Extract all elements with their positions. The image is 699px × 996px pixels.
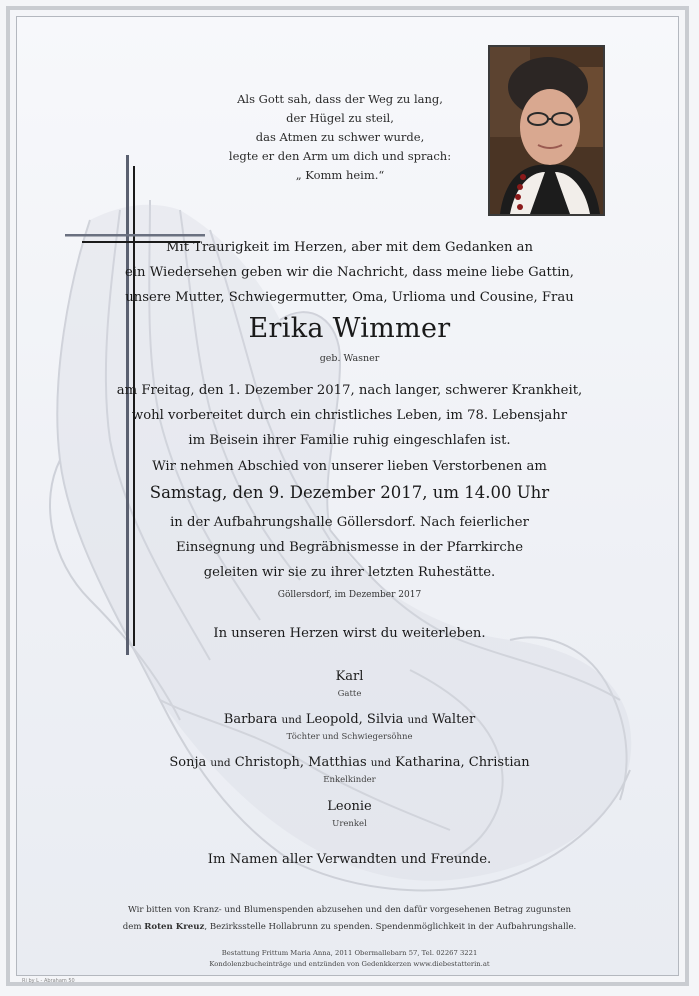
funeral-details bbox=[0, 510, 699, 585]
mourner-name: Katharina, Christian bbox=[395, 755, 530, 770]
family-line: Im Namen aller Verwandten und Freunde. bbox=[207, 852, 492, 867]
intro-line: unsere Mutter, Schwiegermutter, Oma, Urlioma und Cousine, Frau bbox=[125, 290, 574, 305]
conjunction: und bbox=[210, 757, 231, 769]
red-cross: Roten Kreuz bbox=[144, 922, 205, 932]
poem-line: der Hügel zu steil, bbox=[286, 111, 394, 125]
mourner-name: Karl bbox=[335, 669, 364, 684]
undertaker-info bbox=[0, 948, 699, 970]
mourner-grandchildren bbox=[0, 753, 699, 773]
mourner-name: Sonja bbox=[169, 755, 207, 770]
mourner-name: Walter bbox=[431, 712, 476, 727]
death-line: im Beisein ihrer Familie ruhig eingeschlafen ist. bbox=[188, 433, 511, 448]
mourner-relation: Urenkel bbox=[332, 819, 367, 829]
hall-line: in der Aufbahrungshalle Göllersdorf. Nach feierlicher bbox=[170, 515, 529, 530]
intro-line: ein Wiedersehen geben wir die Nachricht, dass meine liebe Gattin, bbox=[125, 265, 574, 280]
mourner-children bbox=[0, 710, 699, 730]
donation-pre: dem bbox=[122, 922, 142, 932]
farewell-text: Wir nehmen Abschied von unserer lieben Verstorbenen am bbox=[152, 459, 547, 474]
poem-line: das Atmen zu schwer wurde, bbox=[255, 130, 425, 144]
mourner-relation: Gatte bbox=[337, 689, 362, 699]
mourner-name: Leopold, Silvia bbox=[305, 712, 404, 727]
poem-line: Als Gott sah, dass der Weg zu lang, bbox=[237, 92, 443, 106]
hearts-text: In unseren Herzen wirst du weiterleben. bbox=[213, 626, 486, 641]
death-text bbox=[0, 378, 699, 453]
print-code: Ri by L - Abraham 50 bbox=[22, 978, 75, 984]
conjunction: und bbox=[281, 714, 302, 726]
undertaker-line: Kondolenzbucheinträge und entzünden von Gedenkkerzen www.diebestatterin.at bbox=[209, 960, 490, 968]
funeral-date: Samstag, den 9. Dezember 2017, um 14.00 Uhr bbox=[149, 483, 550, 502]
deceased-name: Erika Wimmer bbox=[248, 313, 451, 344]
mourner-relation: Enkelkinder bbox=[323, 775, 376, 785]
death-line: am Freitag, den 1. Dezember 2017, nach langer, schwerer Krankheit, bbox=[116, 383, 583, 398]
poem-line: legte er den Arm um dich und sprach: bbox=[228, 149, 452, 163]
donation-line: Wir bitten von Kranz- und Blumenspenden abzusehen und den dafür vorgesehenen Betrag zugunsten bbox=[127, 905, 572, 915]
death-line: wohl vorbereitet durch ein christliches Leben, im 78. Lebensjahr bbox=[131, 408, 568, 423]
undertaker-line: Bestattung Frittum Maria Anna, 2011 Obermallebarn 57, Tel. 02267 3221 bbox=[221, 949, 478, 957]
mourner-relation: Töchter und Schwiegersöhne bbox=[286, 732, 413, 742]
conjunction: und bbox=[407, 714, 428, 726]
mourner-name: Leonie bbox=[327, 799, 372, 814]
place-date: Göllersdorf, im Dezember 2017 bbox=[277, 590, 422, 600]
hall-line: geleiten wir sie zu ihrer letzten Ruhestätte. bbox=[203, 565, 496, 580]
donation-request bbox=[0, 902, 699, 936]
intro-line: Mit Traurigkeit im Herzen, aber mit dem Gedanken an bbox=[165, 240, 534, 255]
mourner-name: Christoph, Matthias bbox=[234, 755, 367, 770]
birth-name: geb. Wasner bbox=[319, 353, 380, 364]
mourner-name: Barbara bbox=[223, 712, 278, 727]
intro-text bbox=[0, 235, 699, 310]
mourner-greatgrandchild bbox=[0, 797, 699, 817]
portrait-photo bbox=[488, 45, 605, 216]
poem-line: „ Komm heim.“ bbox=[295, 168, 385, 182]
mourner-spouse bbox=[0, 667, 699, 687]
donation-line bbox=[0, 919, 699, 936]
donation-post: , Bezirksstelle Hollabrunn zu spenden. Spendenmöglichkeit in der Aufbahrungshalle. bbox=[204, 922, 577, 932]
poem bbox=[220, 90, 460, 185]
conjunction: und bbox=[370, 757, 392, 769]
hall-line: Einsegnung und Begräbnismesse in der Pfarrkirche bbox=[175, 540, 523, 555]
